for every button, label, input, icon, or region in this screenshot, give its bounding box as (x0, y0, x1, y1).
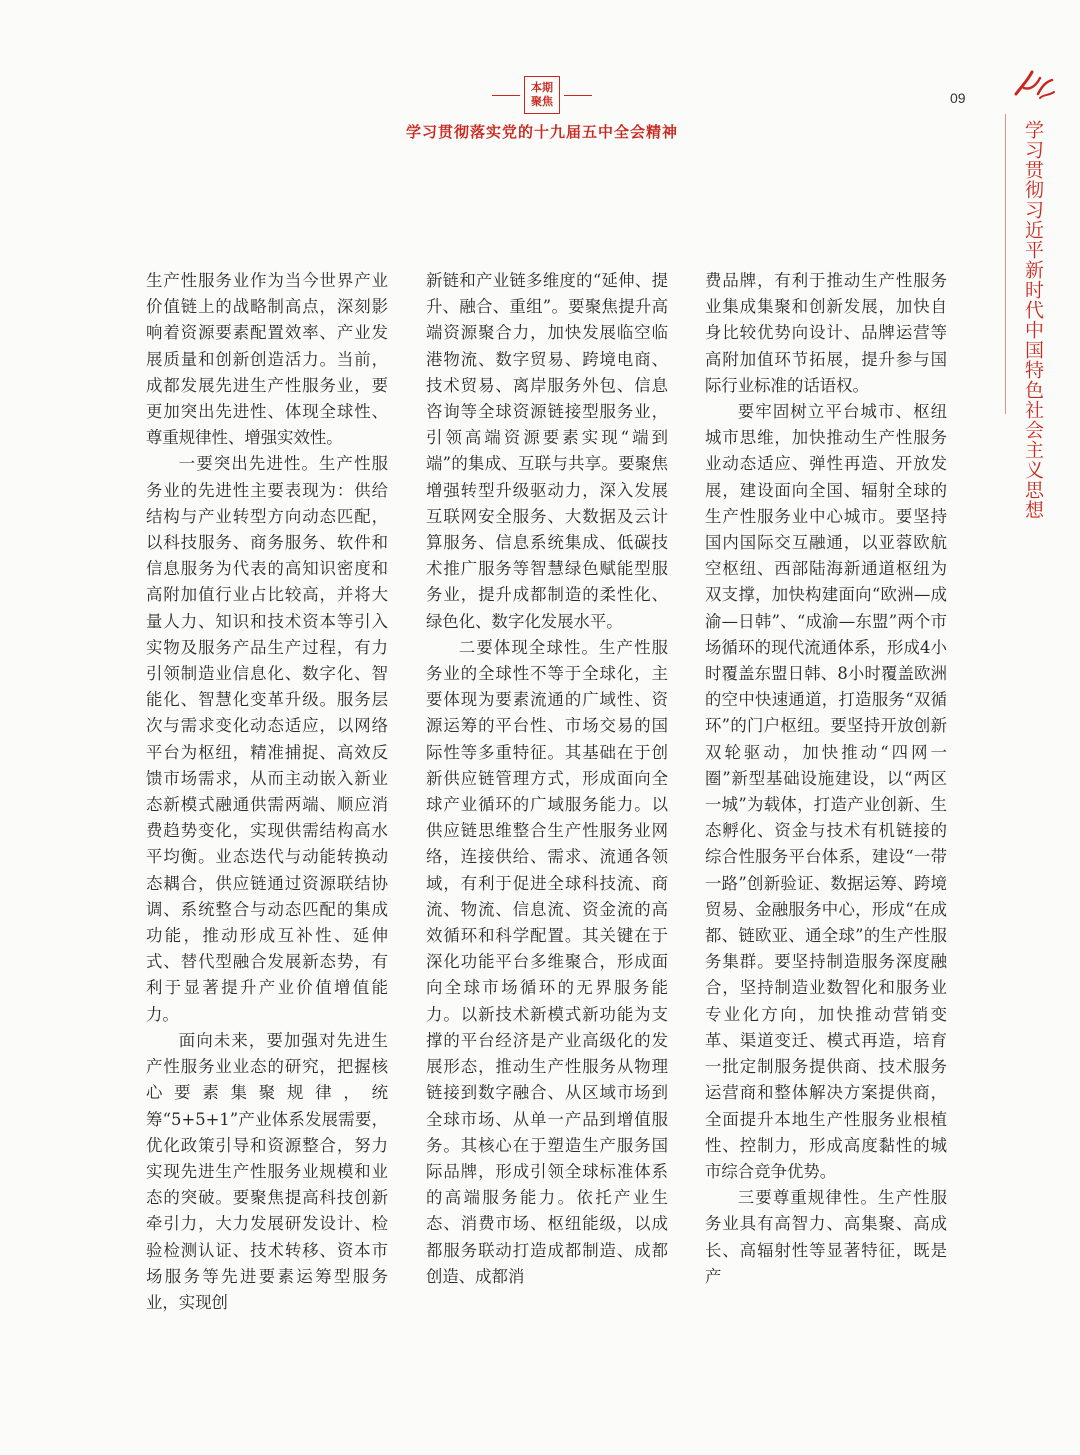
article-column-2 (426, 268, 668, 1290)
paragraph: 三要尊重规律性。生产性服务业具有高智力、高集聚、高成长、高辐射性等显著特征，既是产 (705, 1188, 947, 1286)
section-badge (524, 76, 560, 114)
badge-rule-left (492, 95, 520, 96)
focus-title: 学习贯彻落实党的十九届五中全会精神 (405, 123, 678, 141)
page-number: 09 (950, 90, 966, 106)
series-title: 学习贯彻习近平新时代中国特色社会主义思想 (1022, 120, 1044, 520)
side-rule (1005, 114, 1006, 414)
paragraph: 二要体现全球性。生产性服务业的全球性不等于全球化，主要体现为要素流通的广域性、资源运筹的平台性、市场交易的国际性等多重特征。其基础在于创新供应链管理方式，形成面向全球产业循环的广域服务能力。以供应链思维整合生产性服务业网络，连接供给、需求、流通各领域，有利于促进全球科技流、商流、物流、信息流、资金流的高效循环和科学配置。其关键在于深化功能平台多维聚合，形成面向全球市场循环的无界服务能力。以新技术新模式新功能为支撑的平台经济是产业高级化的发展形态，推动生产性服务从物理链接到数字融合、从区域市场到全球市场、从单一产品到增值服务。其核心在于塑造生产服务国际品牌，形成引领全球标准体系的高端服务能力。依托产业生态、消费市场、枢纽能级，以成都服务联动打造成都制造、成都创造、成都消 (426, 637, 668, 1286)
paragraph: 一要突出先进性。生产性服务业的先进性主要表现为：供给结构与产业转型方向动态匹配，以科技服务、商务服务、软件和信息服务为代表的高知识密度和高附加值行业占比较高，并将大量人力、知识和技术资本等引入实物及服务产品生产过程，有力引领制造业信息化、数字化、智能化、智慧化变革升级。服务层次与需求变化动态适应，以网络平台为枢纽，精准捕捉、高效反馈市场需求，从而主动嵌入新业态新模式融通供需两端、顺应消费趋势变化，实现供需结构高水平均衡。业态迭代与动能转换动态耦合，供应链通过资源联结协调、系统整合与动态匹配的集成功能，推动形成互补性、延伸式、替代型融合发展新态势，有利于显著提升产业价值增值能力。 (146, 454, 388, 1024)
paragraph: 面向未来，要加强对先进生产性服务业业态的研究，把握核心要素集聚规律，统筹“5+5+1”产业体系发展需要，优化政策引导和资源整合，努力实现先进生产性服务业规模和业态的突破。要聚焦提高科技创新牵引力，大力发展研发设计、检验检测认证、技术转移、资本市场服务等先进要素运筹型服务业，实现创 (146, 1030, 388, 1312)
badge-rule-right (564, 95, 592, 96)
calligraphy-mark-icon (1010, 64, 1058, 110)
paragraph: 要牢固树立平台城市、枢纽城市思维，加快推动生产性服务业动态适应、弹性再造、开放发展，建设面向全国、辐射全球的生产性服务业中心城市。要坚持国内国际交互融通，以亚蓉欧航空枢纽、西部陆海新通道枢纽为双支撑，加快构建面向“欧洲—成渝—日韩”、“成渝—东盟”两个市场循环的现代流通体系，形成4小时覆盖东盟日韩、8小时覆盖欧洲的空中快速通道，打造服务“双循环”的门户枢纽。要坚持开放创新双轮驱动，加快推动“四网一圈”新型基础设施建设，以“两区一城”为载体，打造产业创新、生态孵化、资金与技术有机链接的综合性服务平台体系，建设“一带一路”创新验证、数据运筹、跨境贸易、金融服务中心，形成“在成都、链欧亚、通全球”的生产性服务集群。要坚持制造服务深度融合，坚持制造业数智化和服务业专业化方向，加快推动营销变革、渠道变迁、模式再造，培育一批定制服务提供商、技术服务运营商和整体解决方案提供商，全面提升本地生产性服务业根植性、控制力，形成高度黏性的城市综合竞争优势。 (705, 402, 947, 1181)
paragraph: 费品牌，有利于推动生产性服务业集成集聚和创新发展，加快自身比较优势向设计、品牌运营等高附加值环节拓展，提升参与国际行业标准的话语权。 (705, 271, 947, 395)
article-column-1 (146, 268, 388, 1316)
section-badge-line-2: 聚焦 (531, 95, 553, 108)
article-column-3 (705, 268, 947, 1290)
paragraph: 新链和产业链多维度的“延伸、提升、融合、重组”。要聚焦提升高端资源聚合力，加快发展临空临港物流、数字贸易、跨境电商、技术贸易、离岸服务外包、信息咨询等全球资源链接型服务业，引领高端资源要素实现“端到端”的集成、互联与共享。要聚焦增强转型升级驱动力，深入发展互联网安全服务、大数据及云计算服务、信息系统集成、低碳技术推广服务等智慧绿色赋能型服务业，提升成都制造的柔性化、绿色化、数字化发展水平。 (426, 271, 668, 631)
section-badge-line-1: 本期 (531, 81, 553, 94)
paragraph: 生产性服务业作为当今世界产业价值链上的战略制高点，深刻影响着资源要素配置效率、产业发展质量和创新创造活力。当前，成都发展先进生产性服务业，要更加突出先进性、体现全球性、尊重规律性、增强实效性。 (146, 271, 388, 448)
